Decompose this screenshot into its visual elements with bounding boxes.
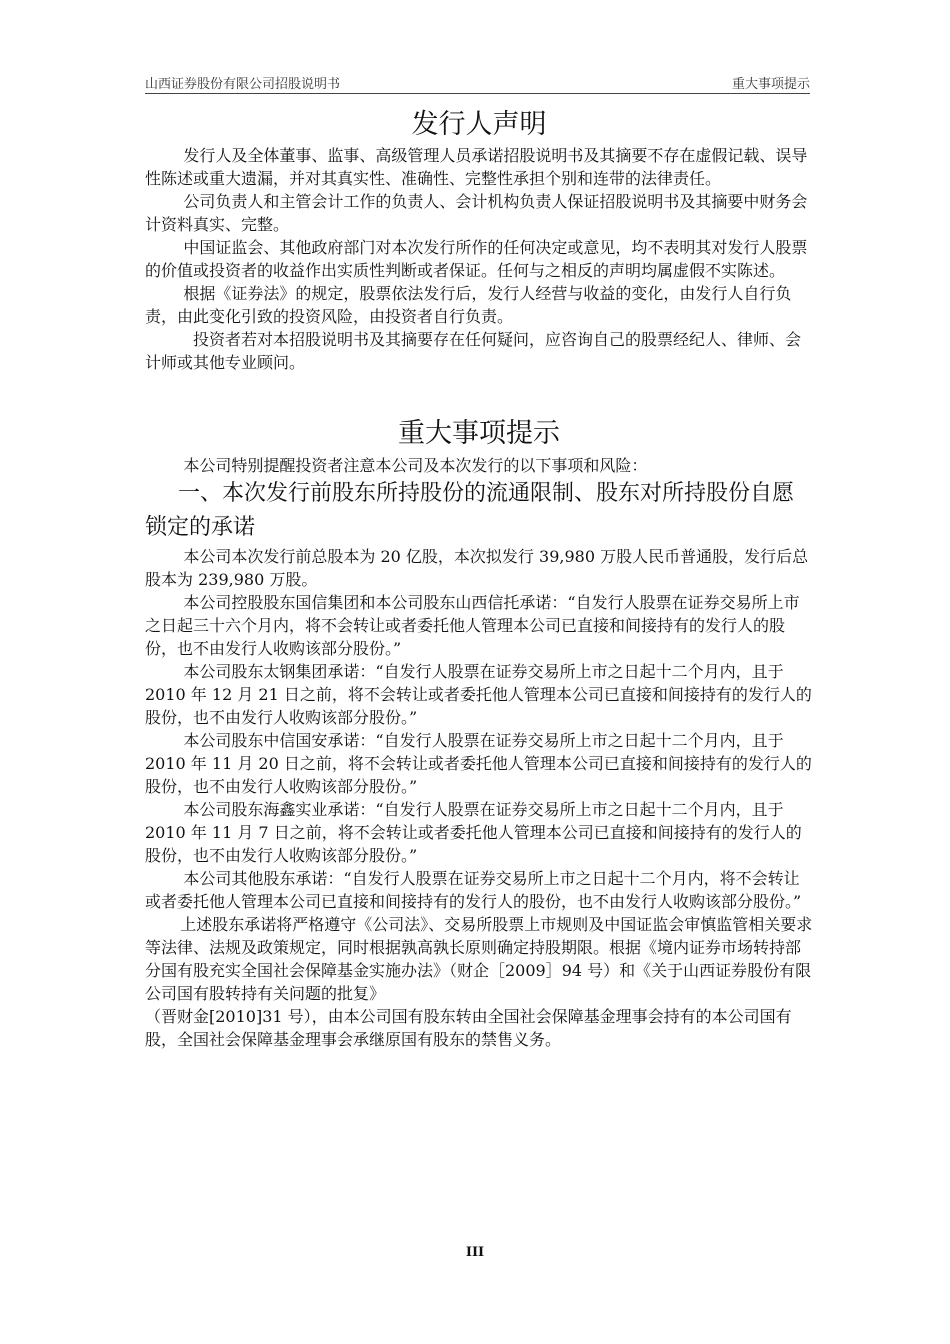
statement-paragraph: 中国证监会、其他政府部门对本次发行所作的任何决定或意见，均不表明其对发行人股票的价值或投资者的收益作出实质性判断或者保证。任何与之相反的声明均属虚假不实陈述。 bbox=[145, 238, 808, 281]
running-header bbox=[145, 73, 810, 94]
statement-paragraph: 根据《证券法》的规定，股票依法发行后，发行人经营与收益的变化，由发行人自行负责，由此变化引致的投资风险，由投资者自行负责。 bbox=[145, 284, 792, 327]
statement-title: 发行人声明 bbox=[411, 109, 547, 140]
matters-paragraph: 上述股东承诺将严格遵守《公司法》、交易所股票上市规则及中国证监会审慎监管相关要求等法律、法规及政策规定，同时根据孰高孰长原则确定持股期限。根据《境内证券市场转持部分国有股充实全国社会保障基金实施办法》（财企［2009］94 号）和《关于山西证券股份有限公司国有股转持有关问题的批复》 bbox=[145, 915, 813, 1004]
header-right: 重大事项提示 bbox=[731, 77, 810, 92]
statement-paragraph: 公司负责人和主管会计工作的负责人、会计机构负责人保证招股说明书及其摘要中财务会计资料真实、完整。 bbox=[145, 192, 808, 235]
matters-paragraph: 本公司其他股东承诺：“自发行人股票在证券交易所上市之日起十二个月内，将不会转让或者委托他人管理本公司已直接和间接持有的发行人的股份，也不由发行人收购该部分股份。” bbox=[145, 869, 802, 912]
section-heading: 一、本次发行前股东所持股份的流通限制、股东对所持股份自愿锁定的承诺 bbox=[145, 480, 795, 540]
page-number: III bbox=[465, 1245, 485, 1260]
page-content bbox=[145, 105, 813, 1052]
matters-intro: 本公司特别提醒投资者注意本公司及本次发行的以下事项和风险： bbox=[183, 455, 648, 475]
matters-paragraph: 本公司股东海鑫实业承诺：“自发行人股票在证券交易所上市之日起十二个月内，且于 2010 年 11 月 7 日之前，将不会转让或者委托他人管理本公司已直接和间接持有的发行人的股份，也不由发行人收购该部分股份。” bbox=[145, 800, 802, 866]
spacer bbox=[145, 374, 813, 414]
matters-paragraph: （晋财金[2010]31 号），由本公司国有股东转由全国社会保障基金理事会持有的本公司国有股，全国社会保障基金理事会承继原国有股东的禁售义务。 bbox=[145, 1007, 792, 1050]
statement-paragraph: 发行人及全体董事、监事、高级管理人员承诺招股说明书及其摘要不存在虚假记载、误导性陈述或重大遗漏，并对其真实性、准确性、完整性承担个别和连带的法律责任。 bbox=[145, 146, 808, 189]
header-left: 山西证券股份有限公司招股说明书 bbox=[145, 77, 341, 92]
matters-paragraph: 本公司股东中信国安承诺：“自发行人股票在证券交易所上市之日起十二个月内，且于 2010 年 11 月 20 日之前，将不会转让或者委托他人管理本公司已直接和间接持有的发行人的股份，也不由发行人收购该部分股份。” bbox=[145, 731, 812, 797]
matters-title: 重大事项提示 bbox=[398, 418, 560, 450]
matters-paragraph: 本公司股东太钢集团承诺：“自发行人股票在证券交易所上市之日起十二个月内，且于 2010 年 12 月 21 日之前，将不会转让或者委托他人管理本公司已直接和间接持有的发行人的股份，也不由发行人收购该部分股份。” bbox=[145, 661, 812, 728]
matters-paragraph: 本公司本次发行前总股本为 20 亿股，本次拟发行 39,980 万股人民币普通股，发行后总股本为 239,980 万股。 bbox=[145, 546, 809, 589]
matters-paragraph: 本公司控股股东国信集团和本公司股东山西信托承诺：“自发行人股票在证券交易所上市之日起三十六个月内，将不会转让或者委托他人管理本公司已直接和间接持有的发行人的股份，也不由发行人收购该部分股份。” bbox=[145, 592, 800, 658]
statement-paragraph: 投资者若对本招股说明书及其摘要存在任何疑问，应咨询自己的股票经纪人、律师、会计师或其他专业顾问。 bbox=[145, 330, 802, 373]
